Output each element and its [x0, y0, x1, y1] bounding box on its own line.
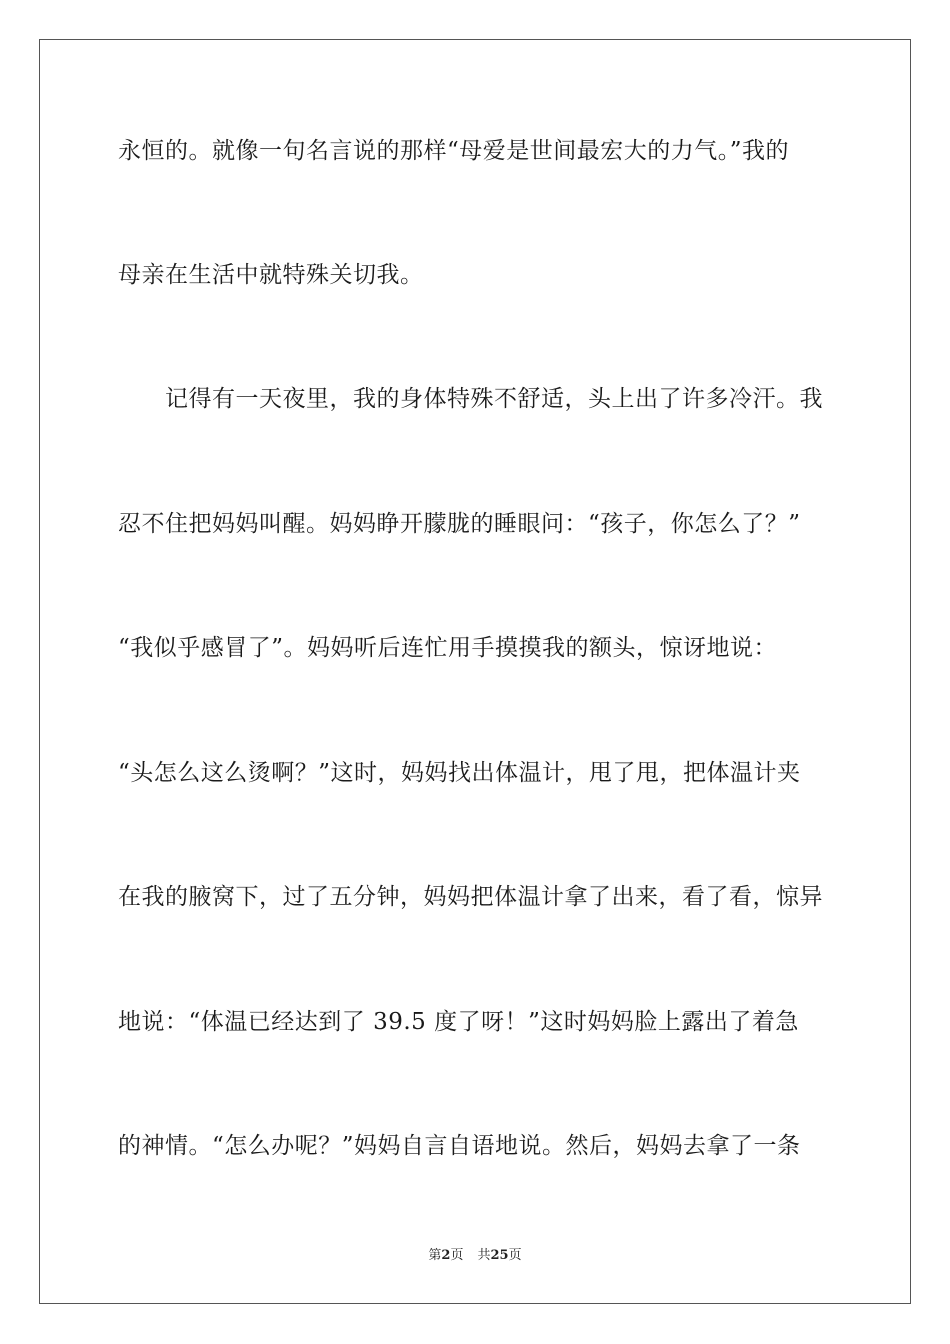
total-pages-number: 25 [490, 1248, 509, 1263]
page-footer [0, 1247, 950, 1265]
body-line-8: 地说：“体温已经达到了 39.5 度了呀！”这时妈妈脸上露出了着急 [118, 1009, 799, 1035]
page-border [39, 39, 911, 1304]
body-line-1: 永恒的。就像一句名言说的那样“母爱是世间最宏大的力气。”我的 [118, 138, 790, 164]
footer-prefix: 第 [428, 1248, 442, 1263]
footer-total-prefix: 共 [477, 1248, 491, 1263]
footer-total-unit: 页 [508, 1248, 522, 1263]
body-line-2: 母亲在生活中就特殊关切我。 [118, 262, 424, 288]
body-line-5: “我似乎感冒了”。妈妈听后连忙用手摸摸我的额头，惊讶地说： [118, 635, 778, 661]
body-line-7: 在我的腋窝下，过了五分钟，妈妈把体温计拿了出来，看了看，惊异 [118, 884, 823, 910]
body-line-3: 记得有一天夜里，我的身体特殊不舒适，头上出了许多冷汗。我 [118, 386, 823, 412]
body-line-6: “头怎么这么烫啊？”这时，妈妈找出体温计，甩了甩，把体温计夹 [118, 760, 801, 786]
current-page-number: 2 [441, 1248, 451, 1263]
footer-page-unit: 页 [450, 1248, 464, 1263]
body-line-9: 的神情。“怎么办呢？”妈妈自言自语地说。然后，妈妈去拿了一条 [118, 1133, 801, 1159]
body-line-4: 忍不住把妈妈叫醒。妈妈睁开朦胧的睡眼问：“孩子，你怎么了？” [118, 511, 801, 537]
